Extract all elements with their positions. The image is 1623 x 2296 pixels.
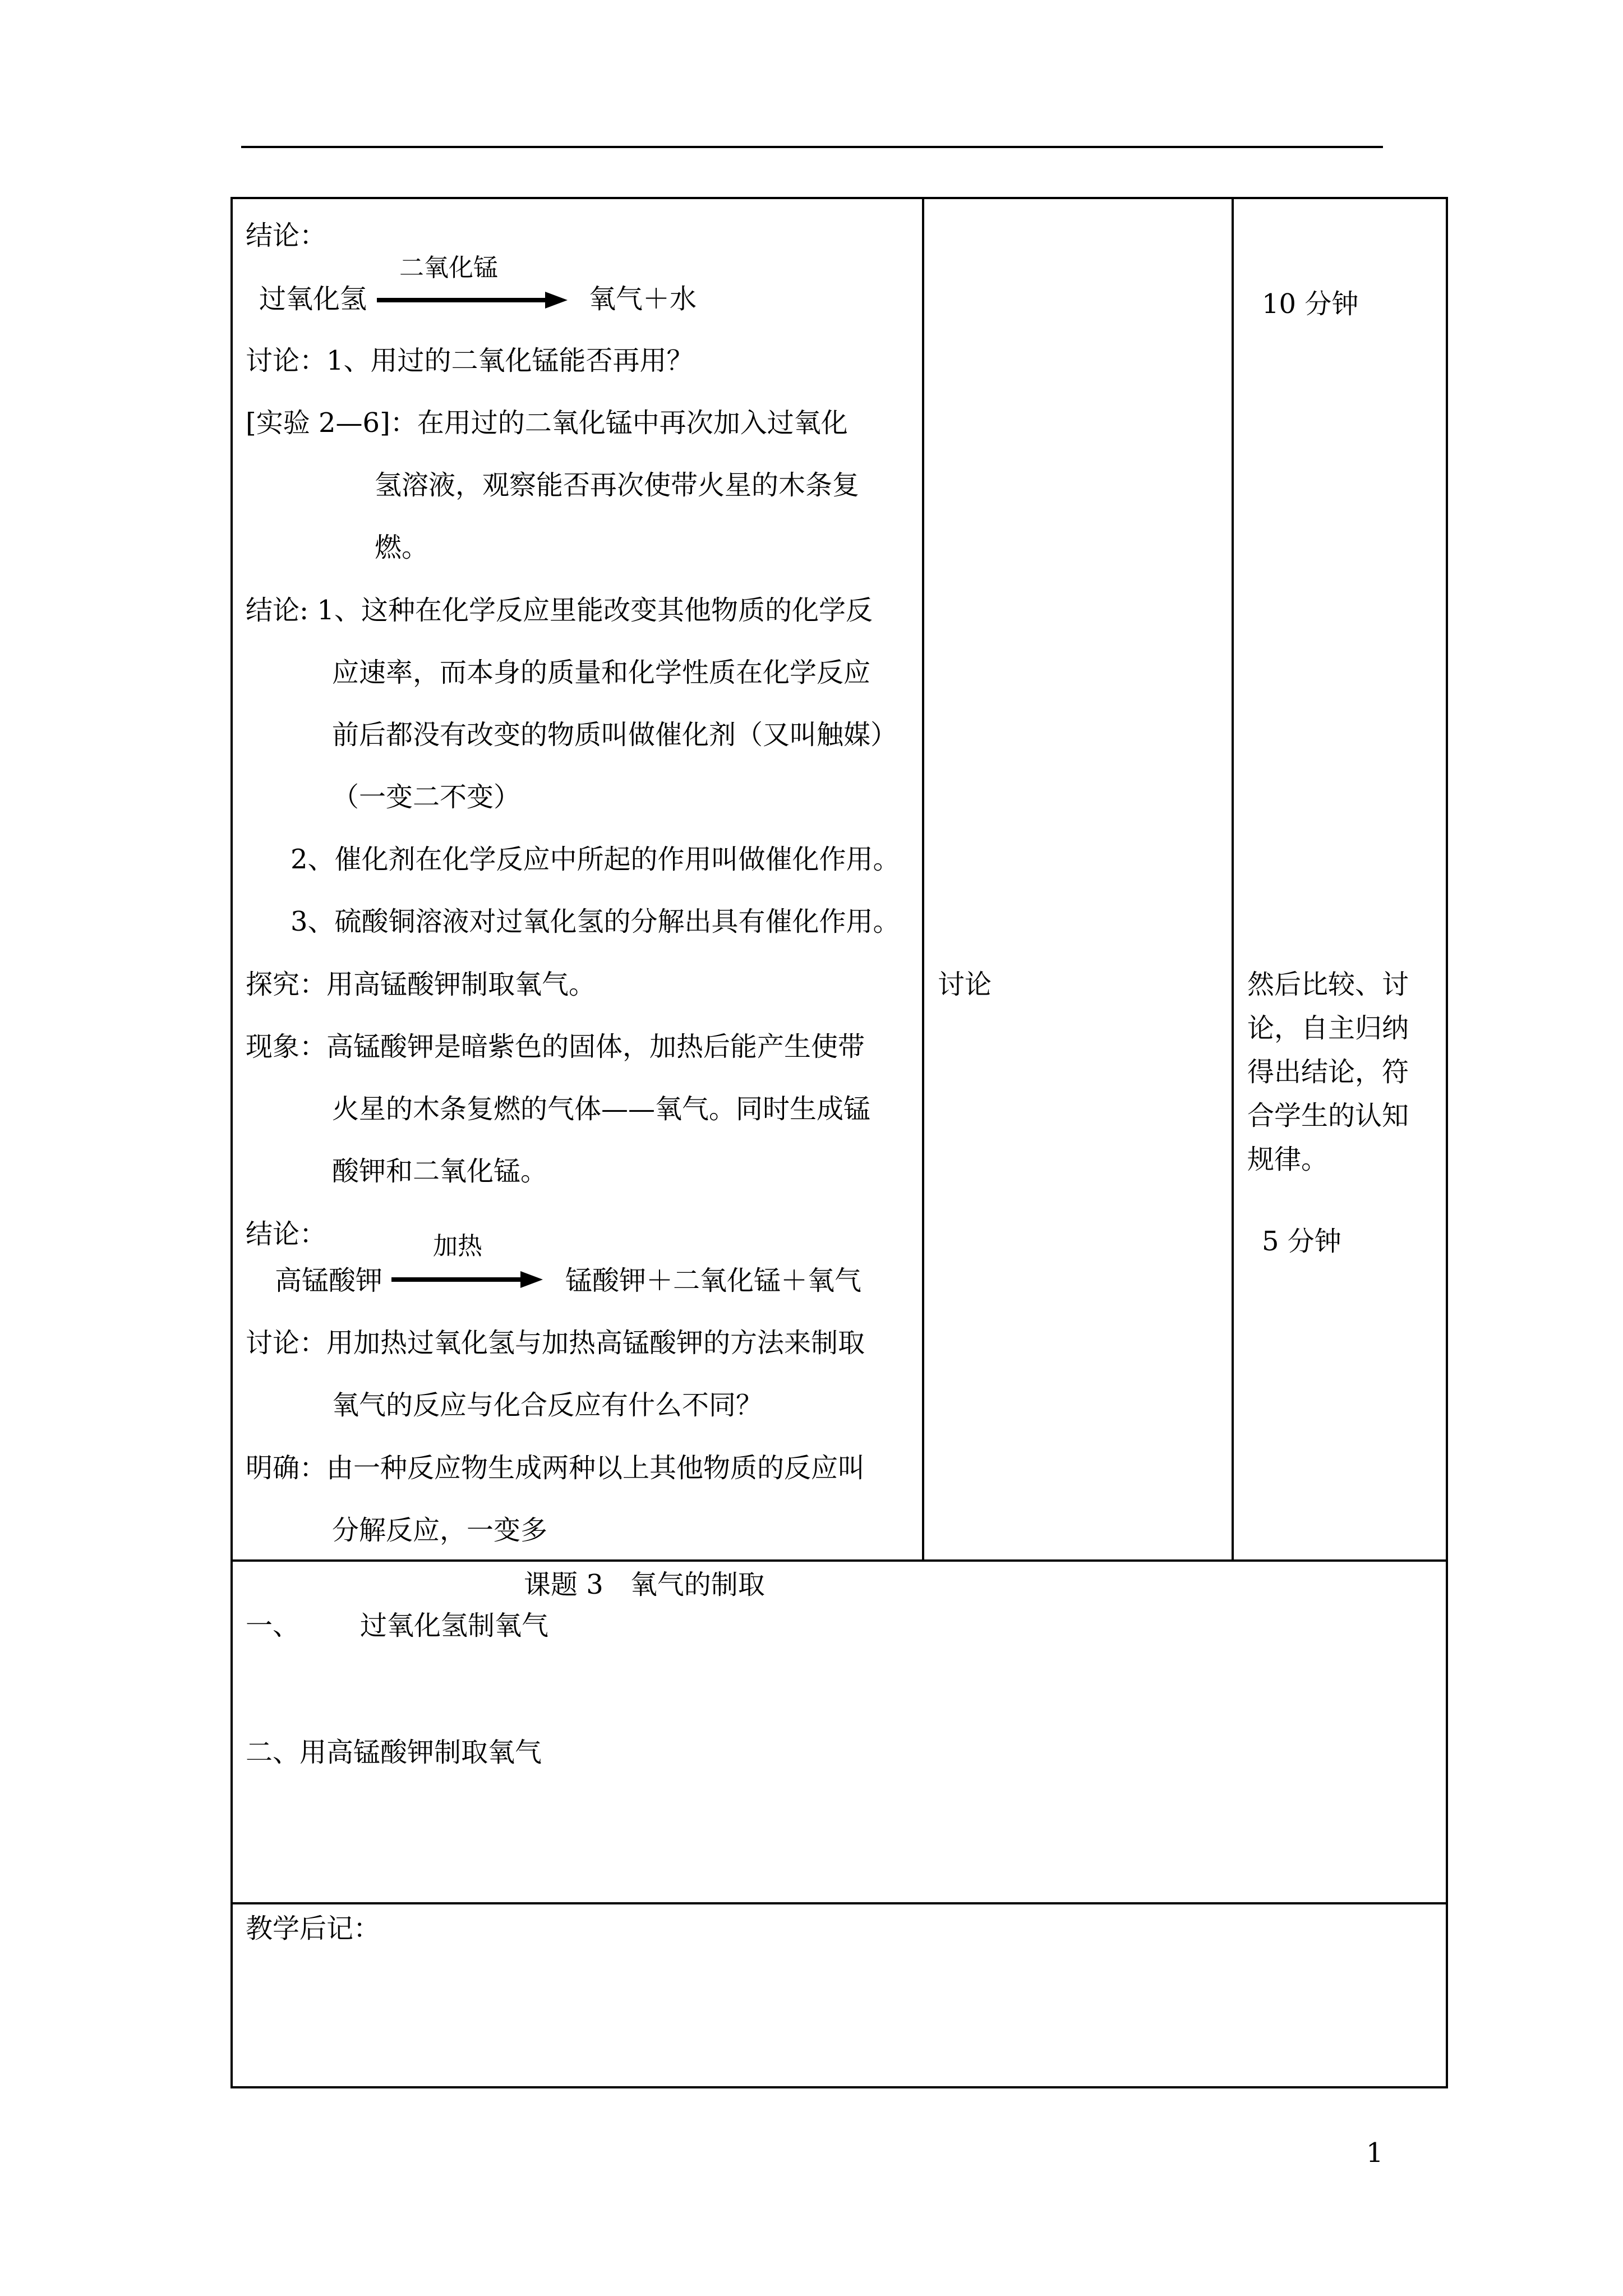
- conclusion2-line-3: 前后都没有改变的物质叫做催化剂（又叫触媒）: [332, 719, 898, 751]
- conclusion2-line-4: （一变二不变）: [332, 781, 521, 813]
- experiment-line-3: 燃。: [375, 532, 429, 563]
- table-col-divider-2: [1232, 197, 1234, 1562]
- discussion-1: 讨论：1、用过的二氧化锰能否再用？: [246, 345, 694, 376]
- discussion2-line-1: 讨论：用加热过氧化氢与加热高锰酸钾的方法来制取: [246, 1327, 865, 1359]
- table-top-border: [230, 197, 1448, 199]
- reaction1-reactant: 过氧化氢: [259, 283, 367, 315]
- reaction2-reactant: 高锰酸钾: [275, 1265, 383, 1296]
- board-item-2: 二、用高锰酸钾制取氧气: [246, 1737, 542, 1768]
- table-left-border: [230, 197, 233, 2088]
- board-item-1-number: 一、: [246, 1610, 300, 1641]
- phenomenon-line-3: 酸钾和二氧化锰。: [332, 1156, 548, 1187]
- header-rule: [241, 146, 1383, 148]
- reaction-arrow-icon: [377, 292, 568, 309]
- table-row-divider-2: [230, 1902, 1448, 1904]
- table-right-border: [1446, 197, 1448, 2088]
- design-note-line-3: 得出结论，符: [1247, 1056, 1409, 1088]
- conclusion2-line-1: 结论: 1、这种在化学反应里能改变其他物质的化学反: [246, 595, 873, 626]
- experiment-line-2: 氢溶液，观察能否再次使带火星的木条复: [375, 470, 860, 501]
- board-title: 课题 3 氧气的制取: [524, 1569, 765, 1600]
- design-note-line-1: 然后比较、讨: [1247, 969, 1409, 1000]
- phenomenon-line-2: 火星的木条复燃的气体——氧气。同时生成锰: [332, 1093, 871, 1125]
- time-allotment-1: 10 分钟: [1262, 288, 1359, 320]
- postscript-label: 教学后记：: [246, 1913, 381, 1944]
- activity-discuss: 讨论: [938, 969, 992, 1000]
- reaction-arrow-icon: [391, 1271, 543, 1288]
- reaction1-condition: 二氧化锰: [399, 254, 498, 282]
- board-item-1-text: 过氧化氢制氧气: [360, 1610, 549, 1641]
- explore-line: 探究：用高锰酸钾制取氧气。: [246, 969, 596, 1000]
- table-bottom-border: [230, 2086, 1448, 2088]
- reaction2-condition: 加热: [433, 1232, 482, 1260]
- table-col-divider-1: [922, 197, 924, 1562]
- conclusion2-point-3: 3、硫酸铜溶液对过氧化氢的分解出具有催化作用。: [291, 906, 900, 937]
- clarify-line-2: 分解反应，一变多: [332, 1515, 548, 1546]
- design-note-line-2: 论，自主归纳: [1247, 1013, 1409, 1044]
- table-row-divider-1: [230, 1559, 1448, 1562]
- conclusion2-point-2: 2、催化剂在化学反应中所起的作用叫做催化作用。: [291, 844, 900, 875]
- experiment-line-1: [实验 2—6]：在用过的二氧化锰中再次加入过氧化: [246, 407, 848, 439]
- reaction1-product: 氧气＋水: [589, 283, 697, 315]
- conclusion-label-1: 结论：: [246, 220, 327, 251]
- time-allotment-2: 5 分钟: [1262, 1226, 1341, 1257]
- page-number: 1: [1366, 2137, 1384, 2169]
- clarify-line-1: 明确：由一种反应物生成两种以上其他物质的反应叫: [246, 1452, 865, 1484]
- design-note-line-5: 规律。: [1247, 1144, 1329, 1175]
- design-note-line-4: 合学生的认知: [1247, 1100, 1409, 1131]
- phenomenon-line-1: 现象：高锰酸钾是暗紫色的固体，加热后能产生使带: [246, 1031, 865, 1062]
- conclusion-label-3: 结论：: [246, 1218, 327, 1250]
- reaction2-product: 锰酸钾＋二氧化锰＋氧气: [565, 1265, 862, 1296]
- conclusion2-line-2: 应速率，而本身的质量和化学性质在化学反应: [332, 657, 871, 688]
- discussion2-line-2: 氧气的反应与化合反应有什么不同？: [332, 1389, 763, 1421]
